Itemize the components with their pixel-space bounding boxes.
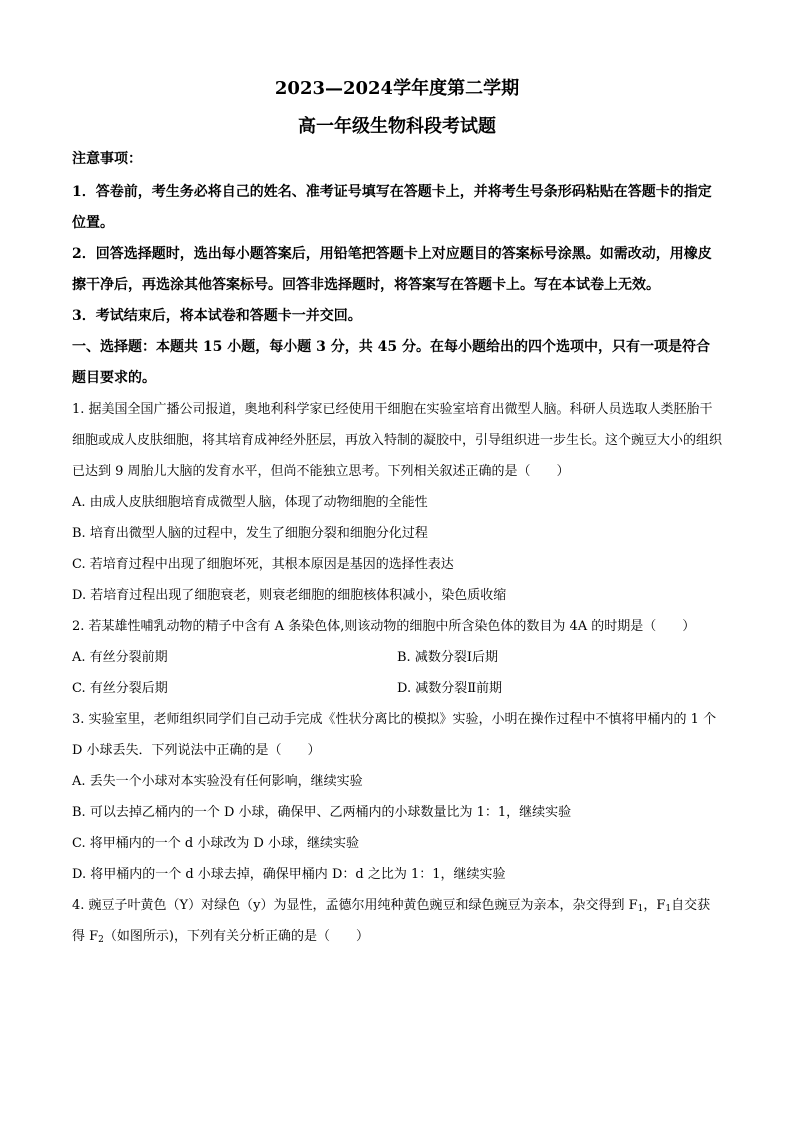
- note-item-1: 1．答卷前，考生务必将自己的姓名、准考证号填写在答题卡上，并将考生号条形码粘贴在答题卡的指定位置。: [72, 184, 712, 231]
- question-4-stem: [72, 890, 722, 952]
- question-2-options-row-2: [72, 673, 722, 704]
- q4-sub-2: 1: [665, 904, 672, 914]
- question-3-option-c: C. 将甲桶内的一个 d 小球改为 D 小球，继续实验: [72, 836, 360, 851]
- q4-text-3: 自交获得 F: [72, 898, 711, 944]
- q4-sub-3: 2: [98, 935, 104, 945]
- notes-heading: 注意事项：: [72, 151, 142, 167]
- question-1-option-a: A. 由成人皮肤细胞培育成微型人脑，体现了动物细胞的全能性: [72, 495, 428, 510]
- note-item-2: 2．回答选择题时，选出每小题答案后，用铅笔把答题卡上对应题目的答案标号涂黑。如需改动，用橡皮擦干净后，再选涂其他答案标号。回答非选择题时，将答案写在答题卡上。写在本试卷上无效。: [72, 246, 712, 293]
- question-2-stem: 2. 若某雄性哺乳动物的精子中含有 A 条染色体,则该动物的细胞中所含染色体的数目为 4A 的时期是（ ）: [72, 619, 696, 634]
- question-3-option-a: A. 丢失一个小球对本实验没有任何影响，继续实验: [72, 774, 363, 789]
- note-item-3: 3．考试结束后，将本试卷和答题卡一并交回。: [72, 308, 362, 324]
- question-1-stem: 1. 据美国全国广播公司报道，奥地利科学家已经使用干细胞在实验室培育出微型人脑。科研人员选取人类胚胎干细胞或成人皮肤细胞，将其培育成神经外胚层，再放入特制的凝胶中，引导组织进一步生长。这个豌豆大小的组织已达到 9 周胎儿大脑的发育水平，但尚不能独立思考。下列相关叙述正确的是（ ）: [72, 402, 723, 479]
- q4-sub-1: 1: [637, 904, 644, 914]
- question-3-option-b: B. 可以去掉乙桶内的一个 D 小球，确保甲、乙两桶内的小球数量比为 1：1，继续实验: [72, 805, 572, 820]
- question-2-options-row-1: [72, 642, 722, 673]
- q4-text-1: 4. 豌豆子叶黄色（Y）对绿色（y）为显性，孟德尔用纯种黄色豌豆和绿色豌豆为亲本，杂交得到 F: [72, 898, 638, 913]
- question-2-option-c: C. 有丝分裂后期: [72, 681, 168, 696]
- question-1-option-c: C. 若培育过程中出现了细胞坏死，其根本原因是基因的选择性表达: [72, 557, 454, 572]
- question-3-option-d: D. 将甲桶内的一个 d 小球去掉，确保甲桶内 D：d 之比为 1：1，继续实验: [72, 867, 506, 882]
- question-1-option-b: B. 培育出微型人脑的过程中，发生了细胞分裂和细胞分化过程: [72, 526, 428, 541]
- q4-text-4: （如图所示)，下列有关分析正确的是（ ）: [103, 929, 369, 944]
- section-heading: 一、选择题：本题共 15 小题，每小题 3 分，共 45 分。在每小题给出的四个选项中，只有一项是符合题目要求的。: [72, 339, 710, 386]
- exam-title-subject: 高一年级生物科段考试题: [298, 116, 496, 137]
- q4-text-2: ，F: [643, 898, 666, 913]
- exam-content: [72, 148, 722, 952]
- question-2-option-d: D. 减数分裂Ⅱ前期: [397, 681, 503, 696]
- exam-title-year: 2023—2024学年度第二学期: [274, 78, 520, 99]
- question-3-stem: 3. 实验室里，老师组织同学们自己动手完成《性状分离比的模拟》实验，小明在操作过程中不慎将甲桶内的 1 个 D 小球丢失．下列说法中正确的是（ ）: [72, 712, 717, 758]
- question-2-option-a: A. 有丝分裂前期: [72, 650, 168, 665]
- question-1-option-d: D. 若培育过程出现了细胞衰老，则衰老细胞的细胞核体积减小，染色质收缩: [72, 588, 507, 603]
- question-2-option-b: B. 减数分裂Ⅰ后期: [397, 650, 498, 665]
